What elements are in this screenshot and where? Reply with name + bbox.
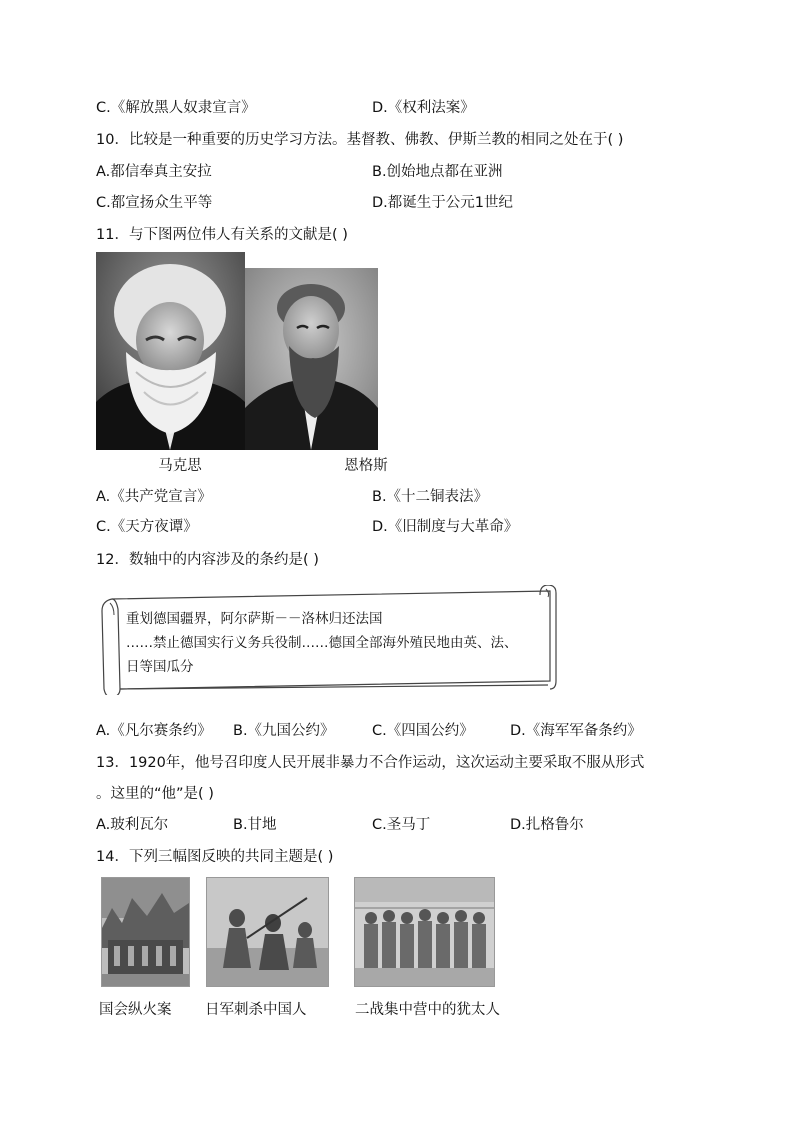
q11-stem: 11．与下图两位伟人有关系的文献是( ): [96, 227, 348, 243]
q11-option-c: C.《天方夜谭》: [96, 519, 198, 535]
caption-concentration-camp: 二战集中营中的犹太人: [355, 1002, 500, 1018]
scroll-line-1: 重划德国疆界，阿尔萨斯－－洛林归还法国: [126, 611, 383, 627]
caption-japanese-army: 日军刺杀中国人: [205, 1002, 307, 1018]
q10-option-b: B.创始地点都在亚洲: [372, 164, 503, 180]
caption-marx: 马克思: [158, 458, 202, 474]
reichstag-fire-photo: [101, 877, 190, 987]
q10-option-c: C.都宣扬众生平等: [96, 195, 213, 211]
caption-engels: 恩格斯: [344, 458, 388, 474]
q9-option-c: C.《解放黑人奴隶宣言》: [96, 100, 256, 116]
concentration-camp-photo: [354, 877, 495, 987]
q13-option-a: A.玻利瓦尔: [96, 817, 169, 833]
caption-reichstag-fire: 国会纵火案: [99, 1002, 172, 1018]
scroll-line-3: 日等国瓜分: [126, 659, 194, 675]
q13-option-b: B.甘地: [233, 817, 277, 833]
q10-stem: 10．比较是一种重要的历史学习方法。基督教、佛教、伊斯兰教的相同之处在于( ): [96, 132, 624, 148]
q11-option-d: D.《旧制度与大革命》: [372, 519, 519, 535]
engels-portrait: [245, 268, 378, 450]
q13-option-c: C.圣马丁: [372, 817, 431, 833]
q9-option-d: D.《权利法案》: [372, 100, 475, 116]
q12-option-d: D.《海军军备条约》: [510, 723, 642, 739]
q12-stem: 12．数轴中的内容涉及的条约是( ): [96, 552, 319, 568]
q13-stem-line-2: 。这里的“他”是( ): [96, 786, 214, 802]
q13-stem-line-1: 13．1920年，他号召印度人民开展非暴力不合作运动，这次运动主要采取不服从形式: [96, 755, 645, 771]
q11-option-b: B.《十二铜表法》: [372, 489, 489, 505]
q14-stem: 14．下列三幅图反映的共同主题是( ): [96, 849, 334, 865]
q11-option-a: A.《共产党宣言》: [96, 489, 212, 505]
marx-portrait: [96, 252, 245, 450]
q13-option-d: D.扎格鲁尔: [510, 817, 584, 833]
q12-option-a: A.《凡尔赛条约》: [96, 723, 212, 739]
q12-option-c: C.《四国公约》: [372, 723, 474, 739]
q10-option-d: D.都诞生于公元1世纪: [372, 195, 513, 211]
japanese-army-photo: [206, 877, 329, 987]
scroll-line-2: ……禁止德国实行义务兵役制……德国全部海外殖民地由英、法、: [126, 635, 518, 651]
q10-option-a: A.都信奉真主安拉: [96, 164, 212, 180]
q12-option-b: B.《九国公约》: [233, 723, 335, 739]
